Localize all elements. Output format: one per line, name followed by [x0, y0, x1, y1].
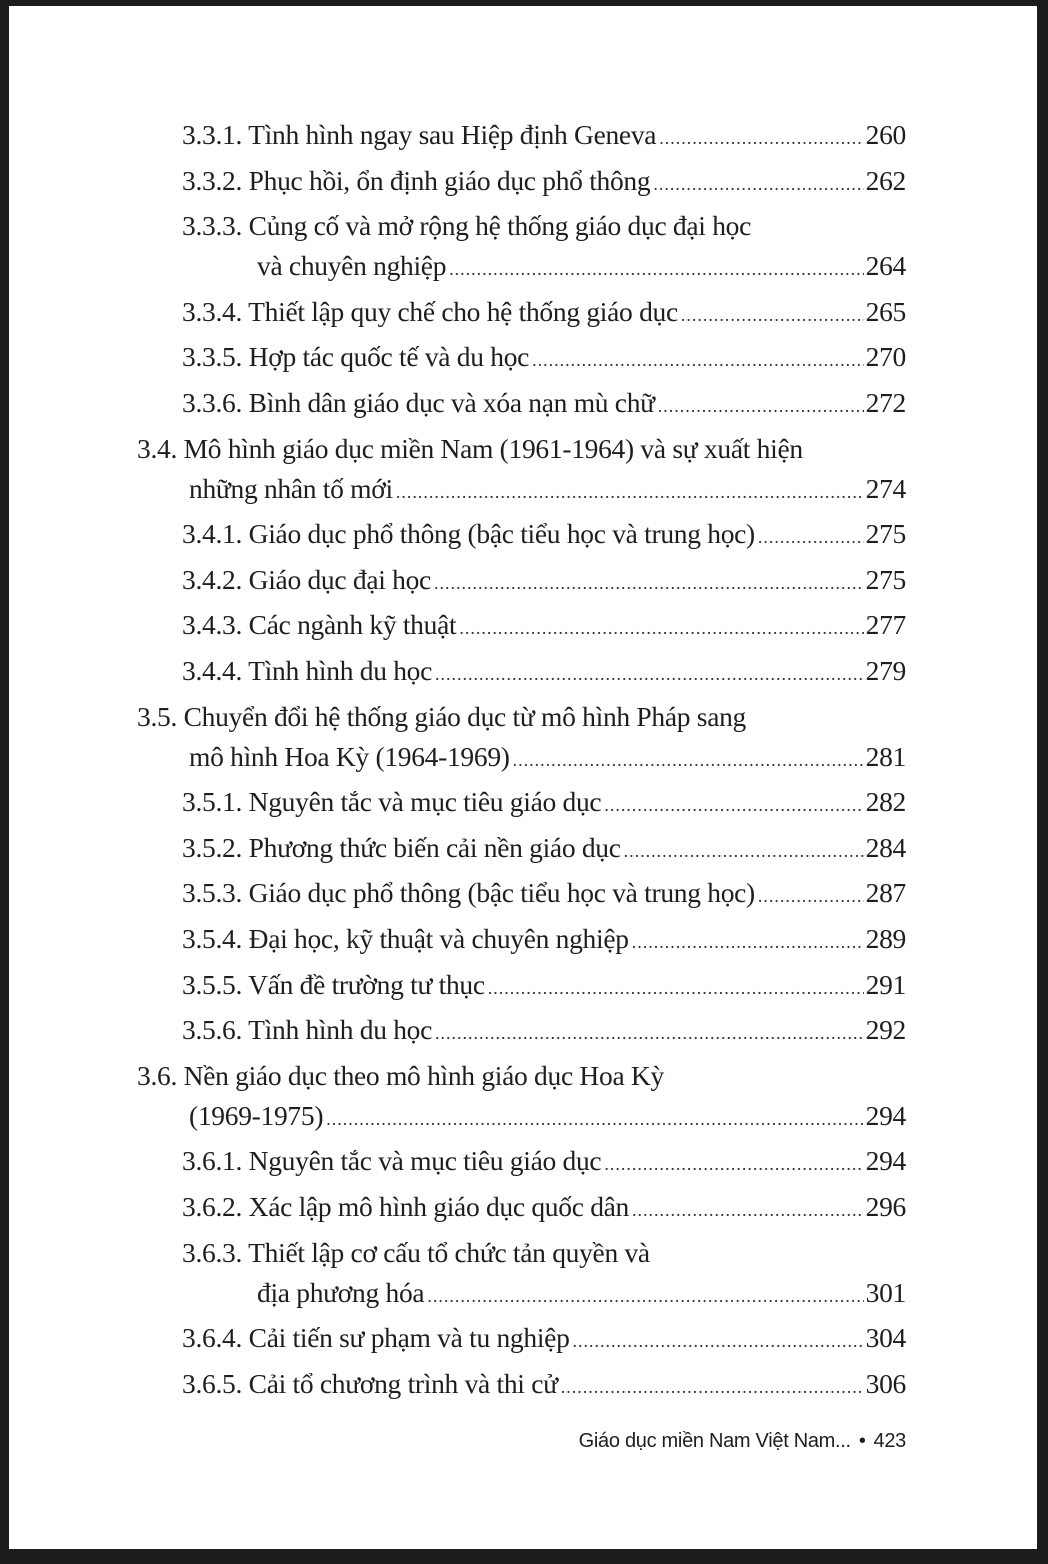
toc-entry-number: 3.6.1. [182, 1145, 243, 1177]
toc-entry[interactable] [182, 831, 906, 868]
toc-entry-page[interactable]: 279 [865, 655, 906, 686]
toc-entry-page[interactable]: 306 [865, 1367, 906, 1399]
toc-entry-title-continuation: và chuyên nghiệp [257, 250, 447, 282]
page-number: 423 [873, 1430, 906, 1452]
toc-entry[interactable] [182, 1367, 906, 1404]
toc-entry-number: 3.5.4. [182, 923, 243, 954]
toc-entry[interactable] [189, 1099, 906, 1136]
leader-dots [513, 743, 864, 777]
toc-entry-number: 3.3.5. [182, 341, 243, 373]
toc-entry[interactable] [182, 654, 906, 691]
toc-entry-title: Phục hồi, ổn định giáo dục phổ thông [248, 164, 651, 196]
toc-entry[interactable] [182, 1013, 906, 1050]
toc-entry-number: 3.3.6. [182, 387, 243, 418]
toc-entry-number: 3.6.3. [182, 1236, 243, 1268]
toc-entry-page[interactable]: 262 [865, 164, 906, 196]
toc-entry-number: 3.5.6. [182, 1014, 243, 1046]
toc-entry-number: 3.5.1. [182, 786, 243, 818]
leader-dots [632, 925, 864, 959]
leader-dots [573, 1324, 864, 1358]
toc-entry-title: Tình hình du học [248, 655, 433, 686]
leader-dots [532, 343, 864, 377]
toc-entry[interactable] [182, 164, 906, 201]
leader-dots [434, 566, 864, 600]
toc-entry-title: Tình hình ngay sau Hiệp định Geneva [248, 119, 657, 150]
toc-entry-page[interactable]: 281 [865, 740, 906, 772]
toc-entry-number: 3.5.3. [182, 877, 243, 909]
toc-entry-title-continuation: địa phương hóa [257, 1276, 425, 1308]
toc-entry[interactable] [182, 608, 906, 645]
toc-entry[interactable] [257, 1276, 906, 1313]
toc-entry-title: Bình dân giáo dục và xóa nạn mù chữ [248, 387, 655, 418]
leader-dots [435, 1016, 864, 1050]
toc-entry[interactable] [182, 1321, 906, 1358]
toc-entry[interactable] [189, 740, 906, 777]
toc-entry-page[interactable]: 291 [865, 968, 906, 1000]
toc-entry-title: Giáo dục đại học [248, 563, 431, 595]
toc-entry-number: 3.3.2. [182, 164, 243, 196]
leader-dots [604, 788, 863, 822]
toc-entry-page[interactable]: 275 [865, 518, 906, 550]
toc-entry[interactable] [182, 1190, 906, 1227]
toc-entry-number: 3.5.5. [182, 968, 243, 1000]
leader-dots [488, 971, 864, 1005]
toc-entry-number: 3.6.4. [182, 1322, 243, 1354]
toc-entry-title: Vấn đề trường tư thục [248, 968, 485, 1000]
toc-entry-page[interactable]: 272 [865, 387, 906, 418]
toc-entry-number: 3.6.5. [182, 1367, 243, 1399]
toc-entry-title: Nền giáo dục theo mô hình giáo dục Hoa Kỳ [183, 1059, 664, 1091]
toc-entry-page[interactable]: 289 [865, 923, 906, 954]
toc-entry-title: Chuyển đổi hệ thống giáo dục từ mô hình Pháp sang [183, 700, 747, 732]
toc-entry-number: 3.4.4. [182, 655, 243, 686]
toc-entry-page[interactable]: 294 [865, 1145, 906, 1177]
toc-entry-number: 3.5. [137, 700, 178, 732]
toc-entry-page[interactable]: 287 [865, 877, 906, 909]
leader-dots [624, 834, 864, 868]
toc-entry-page[interactable]: 282 [865, 786, 906, 818]
toc-entry-title: Đại học, kỹ thuật và chuyên nghiệp [248, 923, 629, 954]
toc-entry[interactable] [257, 249, 906, 286]
toc-entry-page[interactable]: 296 [865, 1191, 906, 1222]
toc-entry-number: 3.6. [137, 1059, 178, 1091]
toc-entry-page[interactable]: 292 [865, 1014, 906, 1046]
toc-entry[interactable] [182, 968, 906, 1005]
leader-dots [459, 611, 863, 645]
leader-dots [604, 1147, 863, 1181]
leader-dots [653, 167, 863, 201]
book-page [9, 6, 1037, 1549]
toc-entry-number: 3.4.2. [182, 563, 243, 595]
toc-entry-page[interactable]: 284 [865, 831, 906, 863]
toc-entry[interactable] [182, 118, 906, 155]
toc-entry[interactable] [182, 922, 906, 959]
leader-dots [659, 121, 863, 155]
toc-entry-number: 3.3.3. [182, 210, 243, 242]
leader-dots [396, 475, 864, 509]
leader-dots [658, 389, 864, 423]
toc-entry-page[interactable]: 264 [865, 250, 906, 282]
leader-dots [449, 252, 863, 286]
toc-entry-page[interactable]: 270 [865, 341, 906, 373]
toc-entry-title: Nguyên tắc và mục tiêu giáo dục [248, 1145, 602, 1177]
toc-entry-title: Giáo dục phổ thông (bậc tiểu học và trung học) [248, 877, 755, 909]
toc-entry-title-continuation: (1969-1975) [189, 1099, 324, 1131]
leader-dots [427, 1279, 863, 1313]
toc-entry-title: Giáo dục phổ thông (bậc tiểu học và trung học) [248, 518, 755, 550]
running-title: Giáo dục miền Nam Việt Nam... [578, 1430, 851, 1452]
toc-entry-title: Thiết lập cơ cấu tổ chức tản quyền và [248, 1236, 650, 1268]
toc-entry-page[interactable]: 265 [865, 295, 906, 327]
toc-entry-page[interactable]: 294 [865, 1099, 906, 1131]
toc-entry-title: Nguyên tắc và mục tiêu giáo dục [248, 786, 602, 818]
toc-entry[interactable] [182, 517, 906, 554]
toc-entry-number: 3.4.1. [182, 518, 243, 550]
toc-entry-title: Cải tổ chương trình và thi cử [248, 1367, 558, 1399]
leader-dots [561, 1370, 864, 1404]
leader-dots [758, 879, 864, 913]
toc-entry-number: 3.3.4. [182, 295, 243, 327]
toc-entry-page[interactable]: 301 [865, 1276, 906, 1308]
toc-entry-title: Mô hình giáo dục miền Nam (1961-1964) và sự xuất hiện [183, 432, 803, 464]
toc-entry-number: 3.5.2. [182, 831, 243, 863]
toc-entry-title: Xác lập mô hình giáo dục quốc dân [248, 1191, 629, 1222]
toc-entry[interactable] [182, 386, 906, 423]
leader-dots [435, 657, 864, 691]
table-of-contents [9, 6, 1037, 1549]
toc-entry[interactable] [182, 876, 906, 913]
toc-entry[interactable] [182, 1144, 906, 1181]
toc-entry-page[interactable]: 274 [865, 472, 906, 504]
toc-entry-number: 3.4.3. [182, 609, 243, 641]
toc-entry-number: 3.3.1. [182, 119, 243, 150]
toc-entry[interactable] [189, 472, 906, 509]
toc-entry-title: Hợp tác quốc tế và du học [248, 341, 530, 373]
toc-entry[interactable] [182, 340, 906, 377]
leader-dots [632, 1193, 864, 1227]
toc-entry-title: Phương thức biến cải nền giáo dục [248, 831, 621, 863]
toc-entry-title: Tình hình du học [248, 1014, 433, 1046]
footer-bullet: • [858, 1430, 866, 1452]
toc-entry-page[interactable]: 260 [865, 119, 906, 150]
toc-entry-title: Các ngành kỹ thuật [248, 609, 457, 641]
toc-entry-page[interactable]: 277 [865, 609, 906, 641]
toc-entry-title-continuation: mô hình Hoa Kỳ (1964-1969) [189, 740, 510, 772]
toc-entry-title: Thiết lập quy chế cho hệ thống giáo dục [248, 295, 678, 327]
toc-entry[interactable] [182, 295, 906, 332]
toc-entry-page[interactable]: 275 [865, 563, 906, 595]
toc-entry-title: Củng cố và mở rộng hệ thống giáo dục đại học [248, 210, 752, 242]
toc-entry[interactable] [182, 785, 906, 822]
toc-entry[interactable] [182, 563, 906, 600]
toc-entry-number: 3.6.2. [182, 1191, 243, 1222]
toc-entry-title: Cải tiến sư phạm và tu nghiệp [248, 1322, 570, 1354]
leader-dots [758, 520, 864, 554]
toc-entry-title-continuation: những nhân tố mới [189, 472, 393, 504]
page-footer [579, 1430, 906, 1453]
toc-entry-page[interactable]: 304 [865, 1322, 906, 1354]
leader-dots [326, 1102, 863, 1136]
toc-entry-number: 3.4. [137, 432, 178, 464]
leader-dots [681, 298, 864, 332]
